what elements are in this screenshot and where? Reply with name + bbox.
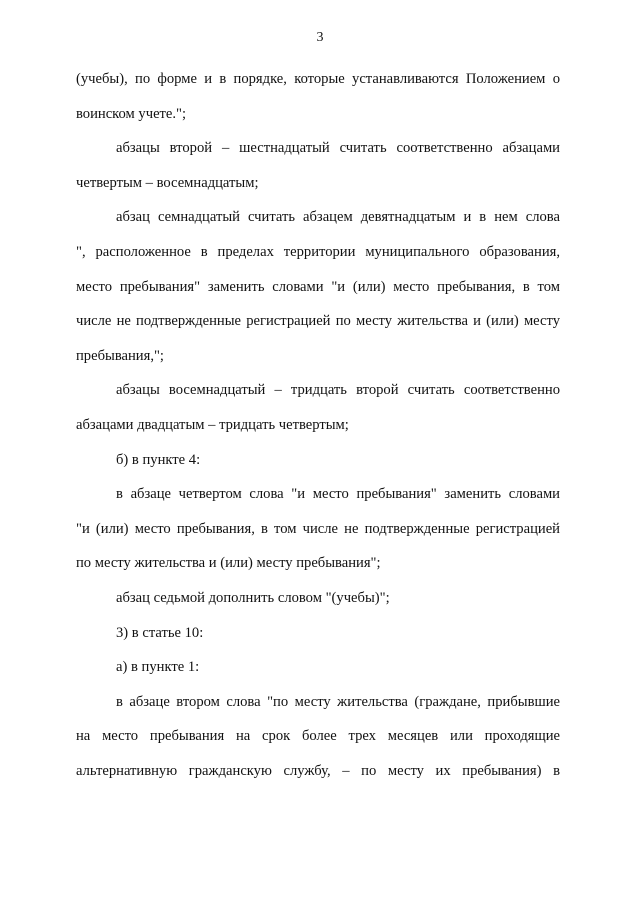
text-line: 3) в статье 10: xyxy=(116,624,204,641)
text-line: место пребывания" заменить словами "и (или) место пребывания, в том xyxy=(76,278,560,295)
text-line: ", расположенное в пределах территории муниципального образования, xyxy=(76,243,560,260)
text-line: абзац семнадцатый считать абзацем девятнадцатым и в нем слова xyxy=(116,209,560,226)
text-line: альтернативную гражданскую службу, – по месту их пребывания) в xyxy=(76,762,560,779)
text-line: абзацы второй – шестнадцатый считать соответственно абзацами xyxy=(116,140,560,157)
text-line: числе не подтвержденные регистрацией по месту жительства и (или) месту xyxy=(76,313,560,330)
text-line: пребывания,"; xyxy=(76,347,164,364)
text-line: а) в пункте 1: xyxy=(116,659,200,676)
text-line: абзацами двадцатым – тридцать четвертым; xyxy=(76,416,349,433)
text-line: б) в пункте 4: xyxy=(116,451,201,468)
text-line: на место пребывания на срок более трех месяцев или проходящие xyxy=(76,728,560,745)
text-line: воинском учете."; xyxy=(76,105,187,122)
document-body xyxy=(76,62,560,788)
text-line: по месту жительства и (или) месту пребывания"; xyxy=(76,555,381,572)
text-line: в абзаце четвертом слова "и место пребывания" заменить словами xyxy=(116,486,560,503)
text-line: в абзаце втором слова "по месту жительства (граждане, прибывшие xyxy=(116,693,560,710)
page-number: 3 xyxy=(316,30,324,45)
text-line: "и (или) место пребывания, в том числе не подтвержденные регистрацией xyxy=(76,520,560,537)
text-line: (учебы), по форме и в порядке, которые устанавливаются Положением о xyxy=(76,71,560,87)
text-line: четвертым – восемнадцатым; xyxy=(76,174,259,191)
text-line: абзацы восемнадцатый – тридцать второй считать соответственно xyxy=(116,382,560,399)
text-line: абзац седьмой дополнить словом "(учебы)"; xyxy=(116,589,390,606)
